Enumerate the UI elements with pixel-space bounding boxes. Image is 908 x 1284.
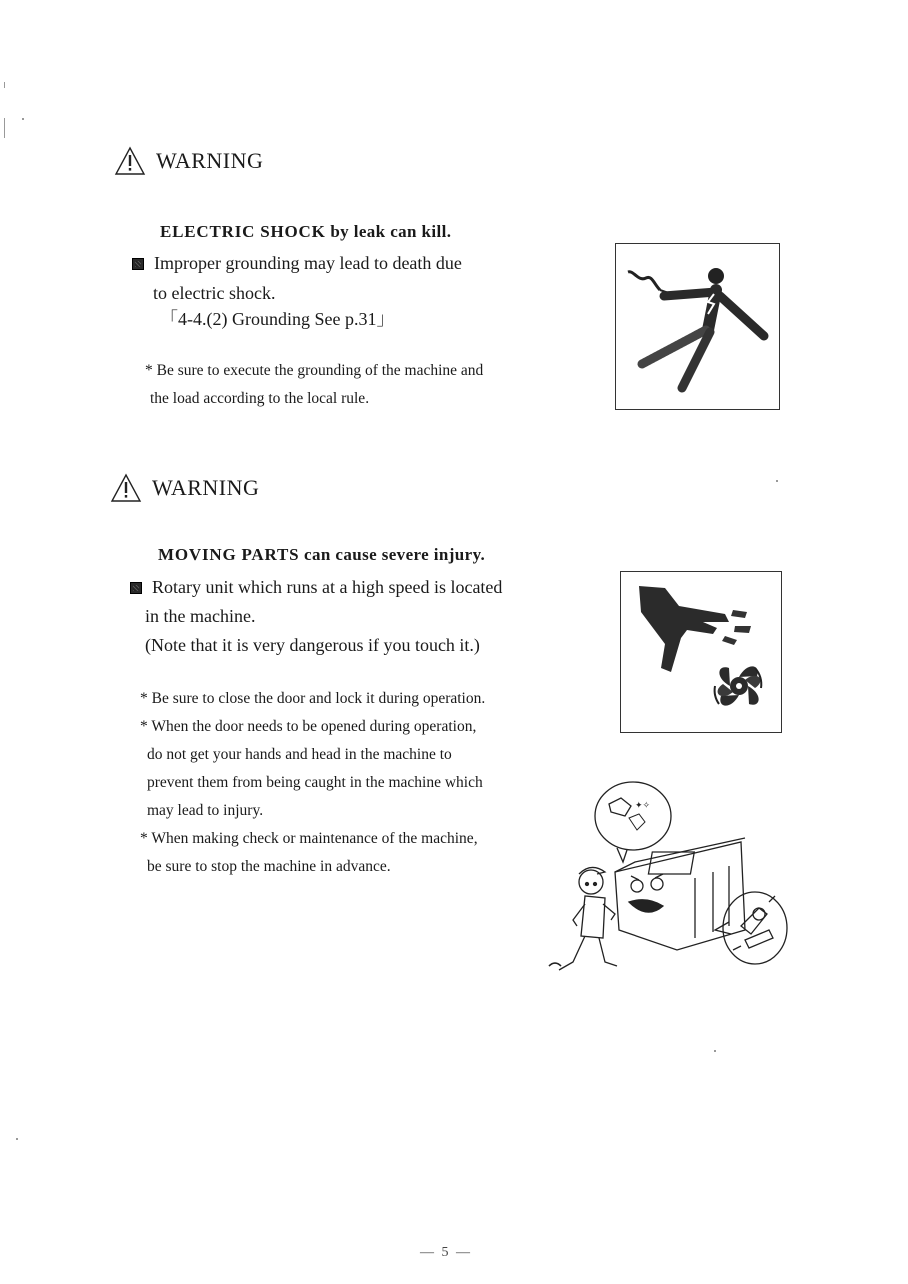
bullet-square-icon [132,258,144,270]
svg-text:✦✧: ✦✧ [635,800,651,810]
bullet-text-cont: in the machine. [145,606,256,626]
hazard-heading-rest: can cause severe injury. [304,545,486,564]
electric-shock-pictogram [615,243,780,410]
bullet-text: Rotary unit which runs at a high speed is located [152,577,503,597]
scan-speck [4,118,5,138]
worker-and-machine-illustration [545,780,790,980]
note-text: * Be sure to execute the grounding of the machine and [145,362,484,379]
warning-title: WARNING [152,475,260,500]
note-text-cont: prevent them from being caught in the machine which [147,774,483,791]
scan-speck [22,118,24,120]
note-text-cont: be sure to stop the machine in advance. [147,858,391,875]
warning-triangle-icon [114,146,146,176]
note-text-cont: may lead to injury. [147,802,264,819]
scan-speck [776,480,778,482]
note-text-cont: do not get your hands and head in the machine to [147,746,452,763]
note-text: * Be sure to close the door and lock it during operation. [140,690,486,707]
note-text: * When making check or maintenance of the machine, [140,830,478,847]
scan-speck [4,82,5,88]
warning-header-2 [110,473,259,503]
hazard-heading-strong: MOVING PARTS [158,545,300,564]
page-number: — 5 — [420,1245,472,1260]
warning-triangle-icon [110,473,142,503]
reference-text: 「4-4.(2) Grounding See p.31」 [160,309,395,329]
bullet-item [132,248,462,278]
note-text-cont: the load according to the local rule. [150,390,370,407]
bullet-square-icon [130,582,142,594]
hazard-heading-moving [158,545,485,565]
warning-title: WARNING [156,148,264,173]
hazard-heading-strong: ELECTRIC SHOCK [160,222,326,241]
rotating-parts-pictogram [620,571,782,733]
hazard-heading-rest: by leak can kill. [330,222,452,241]
rotating-blade-icon [621,572,781,732]
bullet-item [130,572,502,602]
bullet-text: Improper grounding may lead to death due [154,253,462,273]
scan-speck [16,1138,18,1140]
note-text: * When the door needs to be opened during operation, [140,718,477,735]
bullet-text-cont: to electric shock. [153,283,276,303]
warning-header-1 [114,146,263,176]
scan-speck [714,1050,716,1052]
cartoon-illustration-icon [545,780,790,980]
hazard-heading-electric [160,222,451,242]
bullet-text-cont: (Note that it is very dangerous if you touch it.) [145,635,480,655]
electric-shock-icon [616,244,779,409]
